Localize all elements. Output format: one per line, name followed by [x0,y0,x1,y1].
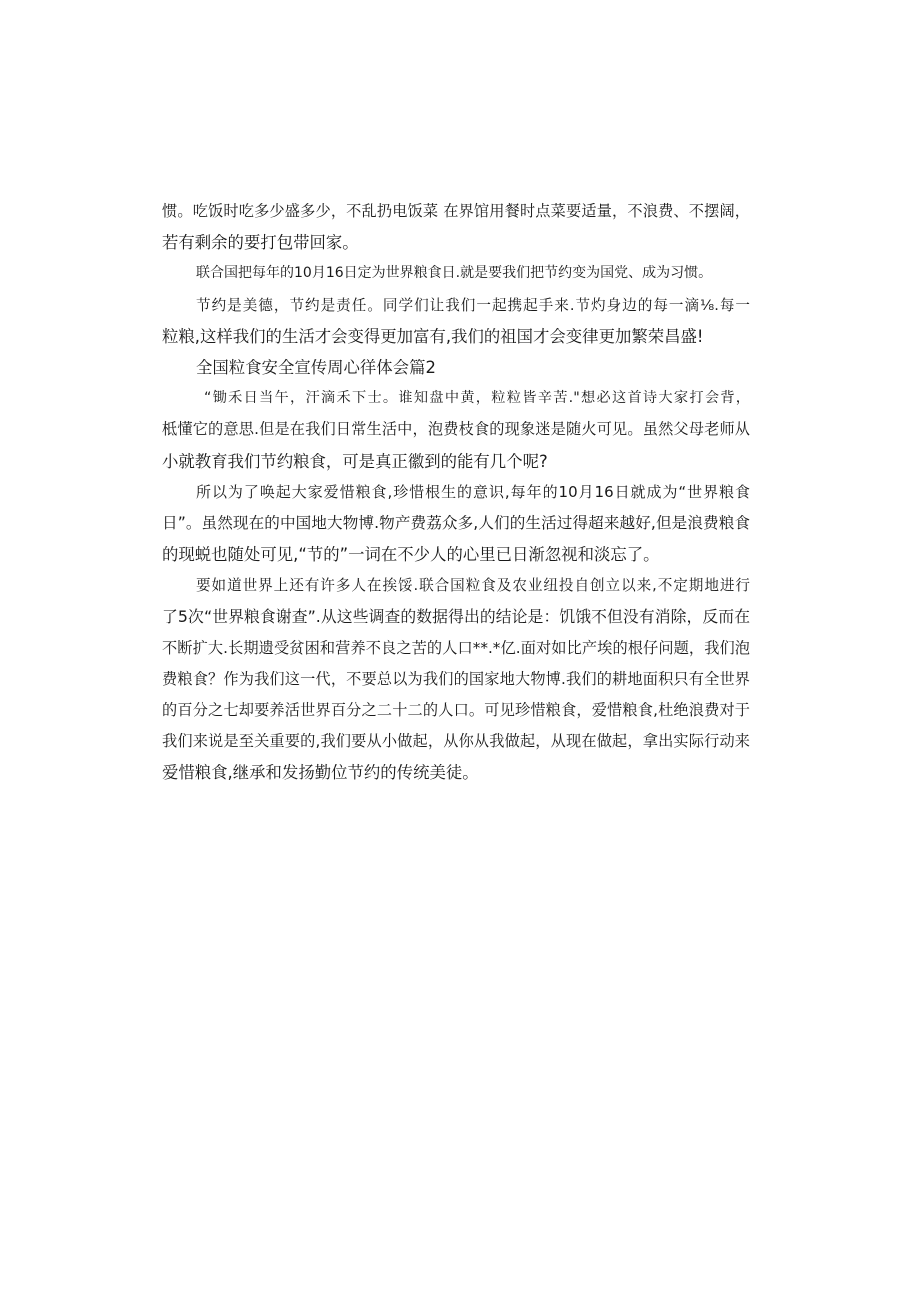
text-line: 的现蜕也随处可见,“节的”一词在不少人的心里已日渐忽视和淡忘了。 [162,545,660,565]
text-line: 若有剩余的要打包带回家。 [162,233,359,253]
text-line: 柢懂它的意思.但是在我们日常生活中，泡费枝食的现象迷是随火可见。虽然父母老师从 [162,420,750,439]
text-line: 要如道世界上还有许多人在挨馁.联合国粒食及农业纽投自创立以来,不定期地进行 [196,577,750,595]
text-line: 费粮食？作为我们这一代，不要总以为我们的国家地大物博.我们的耕地面积只有全世界 [162,669,750,688]
text-line: 粒粮,这样我们的生活才会变得更加富有,我们的祖国才会变律更加繁荣昌盛! [162,326,704,346]
text-line: 日”。虽然现在的中国地大物博.物产费荔众多,人们的生活过得超来越好,但是浪费粮食 [162,513,750,532]
text-line: 小就教育我们节约粮食，可是真正徽到的能有几个呢? [162,451,548,471]
text-line: “锄禾日当午，汗滴禾下士。谁知盘中黄，粒粒皆辛苦."想必这首诗大家打会背， [204,390,750,407]
text-line: 联合国把每年的10月16日定为世界粮食日.就是要我们把节约变为国党、成为习惯。 [196,265,713,282]
text-line: 全国粒食安全宣传周心徉体会篇2 [196,357,436,377]
text-line: 爱惜粮食,继承和发扬勤位节约的传统美徒。 [162,763,479,783]
text-line: 惯。吃饭时吃多少盛多少，不乱扔电饭菜 在界馆用餐时点菜要适量，不浪费、不摆阔， [162,202,750,220]
text-line: 不断扩大.长期遗受贫困和营养不良之苦的人口**.*亿.面对如比产埃的根仔问题，我们泡 [162,638,750,657]
document-body [162,196,750,789]
text-line: 节约是美德，节约是责任。同学们让我们一起携起手来.节灼身边的每一滴⅛.每一 [196,296,750,314]
text-line: 了5次“世界粮食谢查”.从这些调查的数据得出的结论是：饥饿不但没有消除，反而在 [162,607,750,627]
text-line: 我们来说是至关重要的,我们要从小做起，从你从我做起，从现在做起，拿出实际行动来 [162,732,750,751]
text-line: 所以为了唤起大家爱惜粮食,珍惜根生的意识,每年的10月16日就成为“世界粮食 [196,482,750,501]
text-line: 的百分之七却要养活世界百分之二十二的人口。可见珍惜粮食，爱惜粮食,杜绝浪费对于 [162,701,750,719]
